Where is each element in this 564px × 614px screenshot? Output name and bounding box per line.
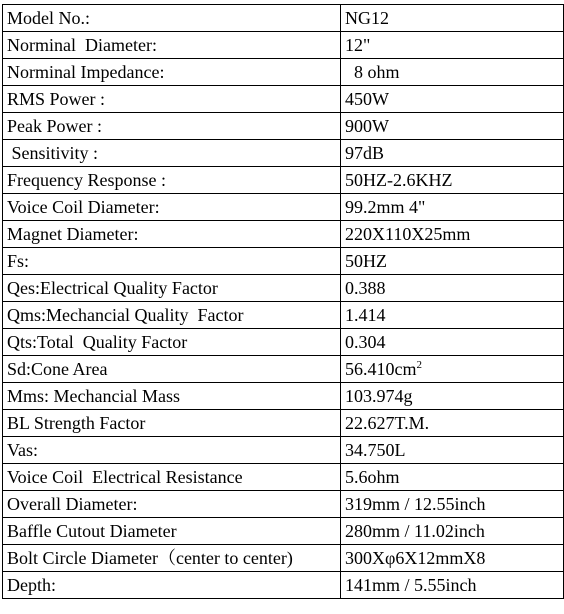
spec-value[interactable]: 319mm / 12.55inch xyxy=(341,491,564,518)
table-row xyxy=(3,302,564,329)
table-row xyxy=(3,572,564,599)
table-row xyxy=(3,140,564,167)
spec-value[interactable]: 34.750L xyxy=(341,437,564,464)
table-row xyxy=(3,545,564,572)
spec-label[interactable]: RMS Power : xyxy=(3,86,341,113)
spec-label[interactable]: Magnet Diameter: xyxy=(3,221,341,248)
table-row xyxy=(3,5,564,32)
spec-value[interactable]: 300Xφ6X12mmX8 xyxy=(341,545,564,572)
spec-table xyxy=(2,4,564,599)
spec-table-body xyxy=(3,5,564,599)
spec-label[interactable]: Overall Diameter: xyxy=(3,491,341,518)
spec-label[interactable]: Voice Coil Electrical Resistance xyxy=(3,464,341,491)
spec-value[interactable]: 280mm / 11.02inch xyxy=(341,518,564,545)
spec-value[interactable]: 50HZ xyxy=(341,248,564,275)
spec-value[interactable]: 12" xyxy=(341,32,564,59)
spec-label[interactable]: Norminal Diameter: xyxy=(3,32,341,59)
spec-label[interactable]: Sensitivity : xyxy=(3,140,341,167)
table-row xyxy=(3,464,564,491)
spec-value[interactable]: 103.974g xyxy=(341,383,564,410)
spec-label[interactable]: Peak Power : xyxy=(3,113,341,140)
table-row xyxy=(3,275,564,302)
table-row xyxy=(3,113,564,140)
table-row xyxy=(3,410,564,437)
spec-label[interactable]: Frequency Response : xyxy=(3,167,341,194)
spec-label[interactable]: Qms:Mechancial Quality Factor xyxy=(3,302,341,329)
spec-value[interactable]: 50HZ-2.6KHZ xyxy=(341,167,564,194)
spec-value[interactable]: 22.627T.M. xyxy=(341,410,564,437)
spec-label[interactable]: Qes:Electrical Quality Factor xyxy=(3,275,341,302)
spec-value[interactable]: 5.6ohm xyxy=(341,464,564,491)
spec-value[interactable]: 99.2mm 4" xyxy=(341,194,564,221)
table-row xyxy=(3,167,564,194)
spec-label[interactable]: Model No.: xyxy=(3,5,341,32)
spec-value[interactable]: 900W xyxy=(341,113,564,140)
spec-label[interactable]: Vas: xyxy=(3,437,341,464)
spec-label[interactable]: Voice Coil Diameter: xyxy=(3,194,341,221)
spec-label[interactable]: Depth: xyxy=(3,572,341,599)
spec-label[interactable]: BL Strength Factor xyxy=(3,410,341,437)
spec-label[interactable]: Norminal Impedance: xyxy=(3,59,341,86)
spec-label[interactable]: Mms: Mechancial Mass xyxy=(3,383,341,410)
spec-value[interactable]: 0.388 xyxy=(341,275,564,302)
table-row xyxy=(3,383,564,410)
table-row xyxy=(3,221,564,248)
spec-value[interactable]: 97dB xyxy=(341,140,564,167)
spec-value-text: 56.410cm xyxy=(345,359,417,379)
spec-value[interactable]: NG12 xyxy=(341,5,564,32)
spec-value[interactable]: 450W xyxy=(341,86,564,113)
spec-value-superscript: 2 xyxy=(416,359,422,371)
table-row xyxy=(3,248,564,275)
spec-label[interactable]: Baffle Cutout Diameter xyxy=(3,518,341,545)
spec-value[interactable]: 8 ohm xyxy=(341,59,564,86)
table-row xyxy=(3,518,564,545)
table-row xyxy=(3,356,564,383)
table-row xyxy=(3,86,564,113)
spec-label[interactable]: Sd:Cone Area xyxy=(3,356,341,383)
spec-label[interactable]: Bolt Circle Diameter（center to center) xyxy=(3,545,341,572)
spec-label[interactable]: Fs: xyxy=(3,248,341,275)
spec-value[interactable]: 141mm / 5.55inch xyxy=(341,572,564,599)
spec-value[interactable]: 1.414 xyxy=(341,302,564,329)
table-row xyxy=(3,59,564,86)
spec-value[interactable]: 220X110X25mm xyxy=(341,221,564,248)
spec-label[interactable]: Qts:Total Quality Factor xyxy=(3,329,341,356)
table-row xyxy=(3,437,564,464)
table-row xyxy=(3,32,564,59)
spec-value[interactable]: 0.304 xyxy=(341,329,564,356)
spec-value[interactable] xyxy=(341,356,564,383)
table-row xyxy=(3,194,564,221)
table-row xyxy=(3,491,564,518)
table-row xyxy=(3,329,564,356)
